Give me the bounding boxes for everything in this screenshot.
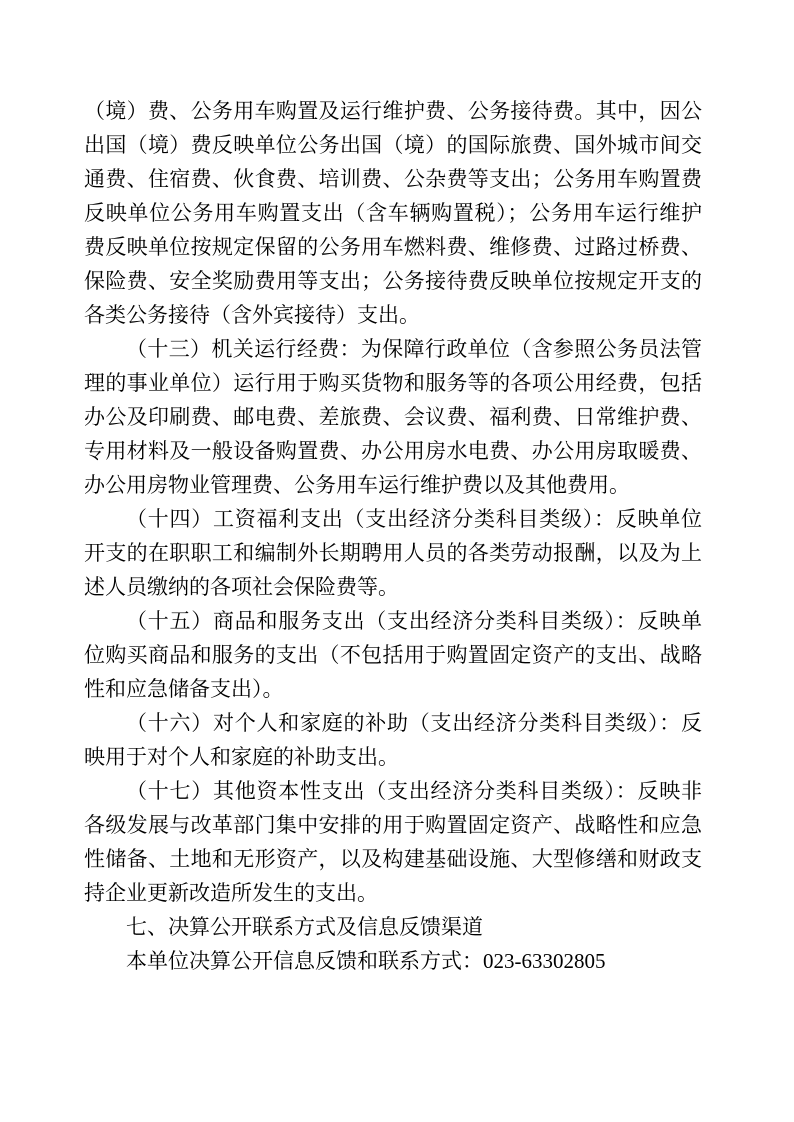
paragraph-continuation-three-public-funds: （境）费、公务用车购置及运行维护费、公务接待费。其中，因公出国（境）费反映单位公务出国（境）的国际旅费、国外城市间交通费、住宿费、伙食费、培训费、公杂费等支出；公务用车购置费反映单位公务用车购置支出（含车辆购置税）；公务用车运行维护费反映单位按规定保留的公务用车燃料费、维修费、过路过桥费、保险费、安全奖励费用等支出；公务接待费反映单位按规定开支的各类公务接待（含外宾接待）支出。 — [84, 99, 702, 327]
paragraph-item-15-goods-services-expenditure: （十五）商品和服务支出（支出经济分类科目类级）：反映单位购买商品和服务的支出（不包括用于购置固定资产的支出、战略性和应急储备支出）。 — [84, 609, 702, 701]
paragraph-contact-phone: 本单位决算公开信息反馈和联系方式：023-63302805 — [126, 949, 606, 973]
paragraph-item-14-wage-welfare-expenditure: （十四）工资福利支出（支出经济分类科目类级）：反映单位开支的在职职工和编制外长期聘用人员的各类劳动报酬，以及为上述人员缴纳的各项社会保险费等。 — [84, 507, 702, 599]
document-body — [84, 94, 702, 978]
paragraph-item-17-other-capital-expenditure: （十七）其他资本性支出（支出经济分类科目类级）：反映非各级发展与改革部门集中安排的用于购置固定资产、战略性和应急性储备、土地和无形资产，以及构建基础设施、大型修缮和财政支持企业更新改造所发生的支出。 — [84, 779, 702, 905]
paragraph-item-13-agency-operating-funds: （十三）机关运行经费：为保障行政单位（含参照公务员法管理的事业单位）运行用于购买货物和服务等的各项公用经费，包括办公及印刷费、邮电费、差旅费、会议费、福利费、日常维护费、专用材料及一般设备购置费、办公用房水电费、办公用房取暖费、办公用房物业管理费、公务用车运行维护费以及其他费用。 — [84, 337, 702, 497]
section-heading-7-disclosure-contact: 七、决算公开联系方式及信息反馈渠道 — [126, 915, 483, 939]
paragraph-item-16-subsidies-individuals-families: （十六）对个人和家庭的补助（支出经济分类科目类级）：反映用于对个人和家庭的补助支出。 — [84, 711, 702, 769]
